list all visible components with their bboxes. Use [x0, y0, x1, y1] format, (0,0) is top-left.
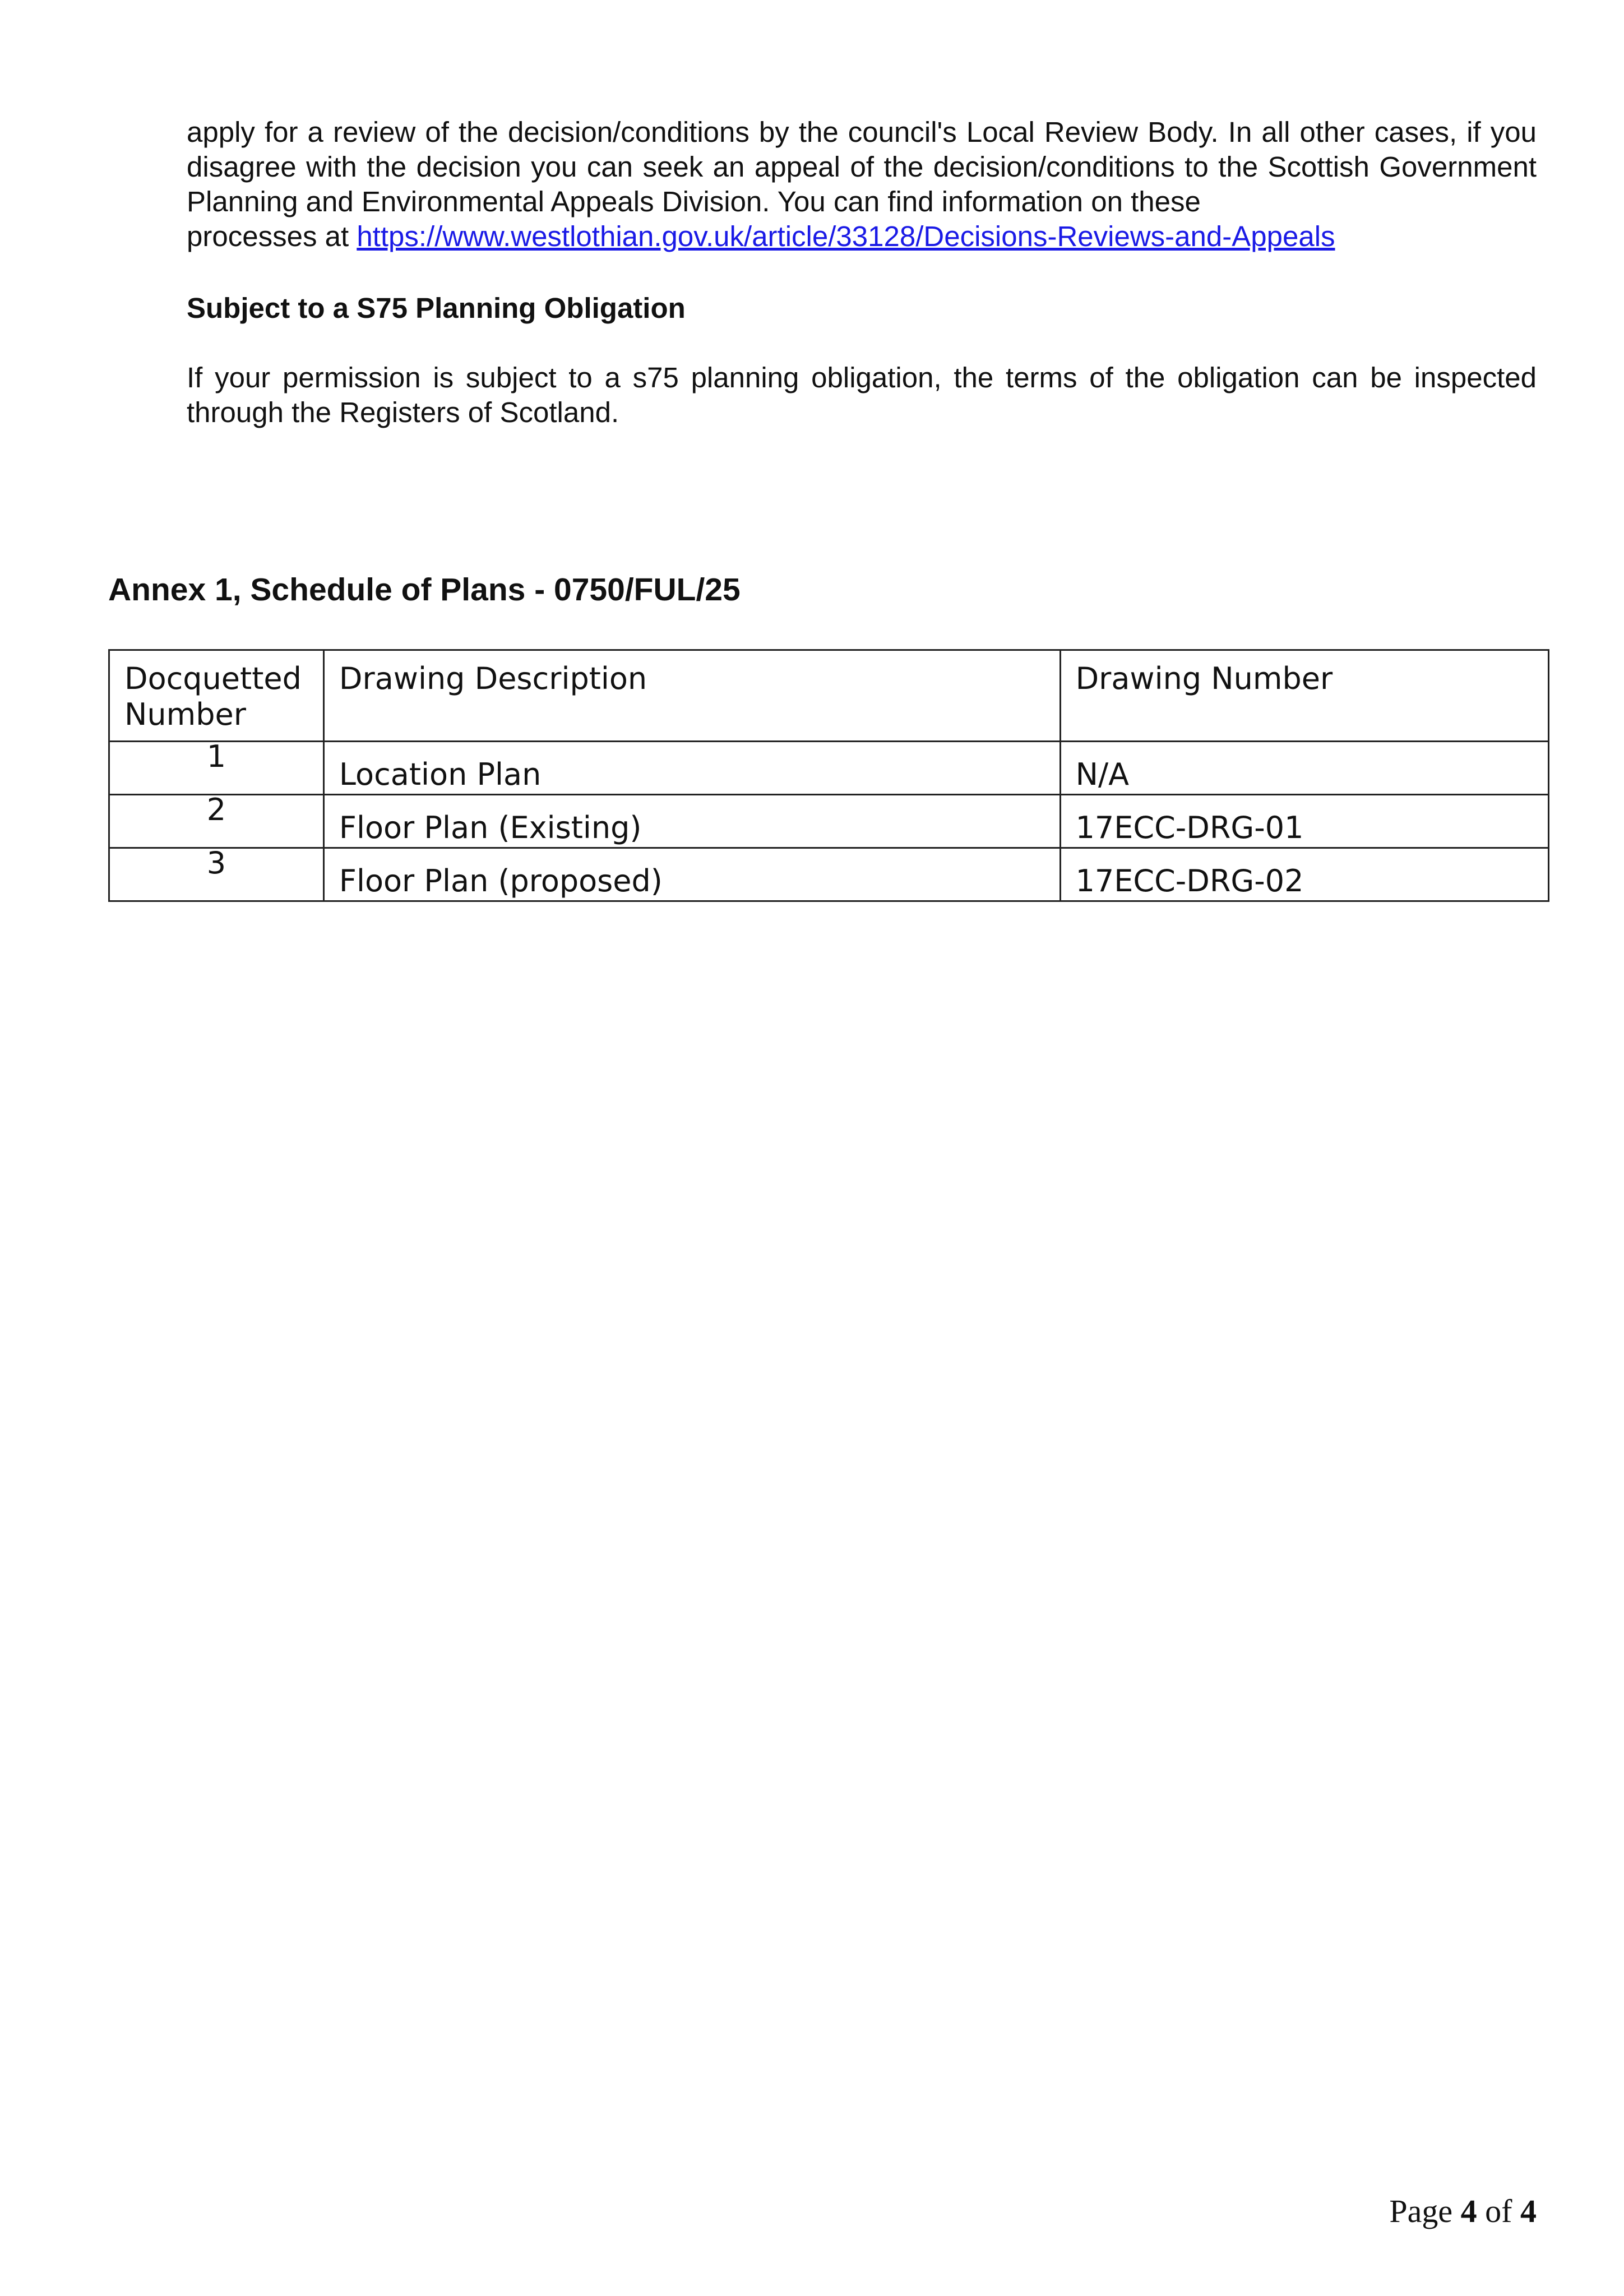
drawing-number-cell: 17ECC-DRG-01	[1060, 795, 1548, 848]
page-label: Page	[1389, 2193, 1453, 2229]
review-appeals-paragraph	[187, 115, 1537, 254]
table-row	[109, 795, 1549, 848]
table-header-row	[109, 650, 1549, 742]
docquetted-number-cell: 1	[109, 742, 324, 795]
decisions-reviews-appeals-link[interactable]: https://www.westlothian.gov.uk/article/33128/Decisions-Reviews-and-Appeals	[357, 220, 1335, 252]
processes-at-text: processes at	[187, 220, 357, 252]
table-row	[109, 848, 1549, 901]
page-current: 4	[1460, 2193, 1477, 2229]
table-row	[109, 742, 1549, 795]
s75-paragraph: If your permission is subject to a s75 planning obligation, the terms of the obligation can be inspected through the Registers of Scotland.	[187, 362, 1537, 428]
drawing-description-cell: Floor Plan (proposed)	[323, 848, 1060, 901]
review-appeals-text: apply for a review of the decision/conditions by the council's Local Review Body. In all other cases, if you disagree with the decision you can seek an appeal of the decision/conditions to the Scottish Government Planning and Environmental Appeals Division. You can find information on these	[187, 116, 1537, 217]
drawing-number-cell: 17ECC-DRG-02	[1060, 848, 1548, 901]
review-appeals-last-line	[187, 219, 1537, 254]
annex-heading: Annex 1, Schedule of Plans - 0750/FUL/25	[108, 572, 741, 608]
docquetted-number-cell: 2	[109, 795, 324, 848]
docquetted-number-cell: 3	[109, 848, 324, 901]
drawing-number-cell: N/A	[1060, 742, 1548, 795]
page-total: 4	[1520, 2193, 1537, 2229]
header-drawing-description: Drawing Description	[323, 650, 1060, 742]
s75-heading: Subject to a S75 Planning Obligation	[187, 292, 686, 324]
drawing-description-cell: Location Plan	[323, 742, 1060, 795]
page-of-label: of	[1485, 2193, 1512, 2229]
drawing-description-cell: Floor Plan (Existing)	[323, 795, 1060, 848]
page-number-footer	[1389, 2192, 1537, 2231]
schedule-of-plans-table	[108, 649, 1549, 902]
header-docquetted-number: Docquetted Number	[109, 650, 324, 742]
header-drawing-number: Drawing Number	[1060, 650, 1548, 742]
